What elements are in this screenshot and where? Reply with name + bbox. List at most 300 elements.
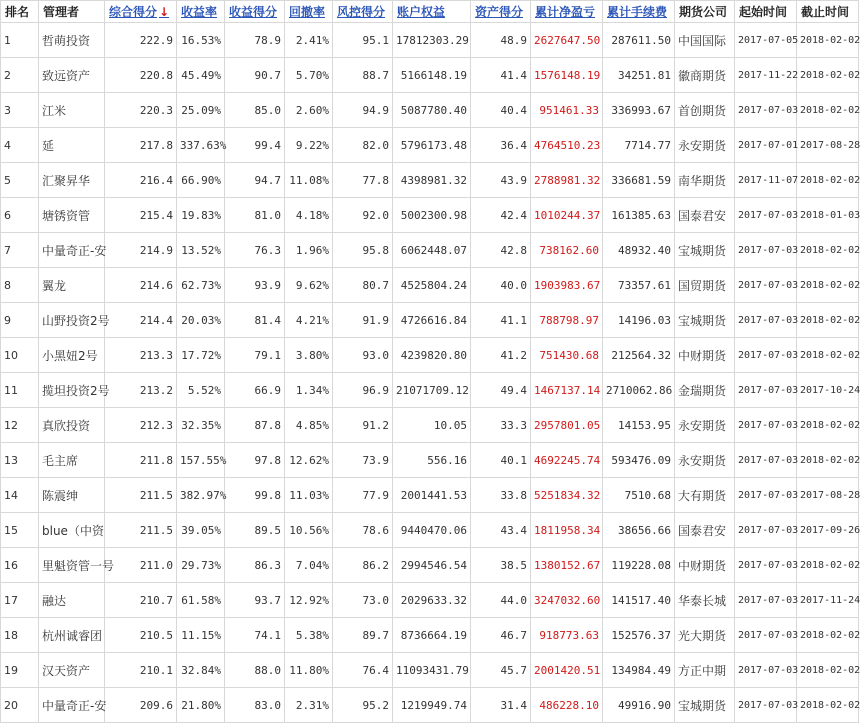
cell-rank: 17 — [1, 583, 39, 618]
cell-rank: 14 — [1, 478, 39, 513]
cell-end-time: 2018-02-02 — [797, 93, 859, 128]
cell-futures-firm: 中财期货 — [675, 338, 735, 373]
cell-start-time: 2017-07-03 — [735, 408, 797, 443]
cell-return-rate: 17.72% — [177, 338, 225, 373]
cell-rank: 10 — [1, 338, 39, 373]
cell-composite: 214.4 — [105, 303, 177, 338]
cell-net-profit: 2627647.50 — [531, 23, 603, 58]
cell-net-profit: 918773.63 — [531, 618, 603, 653]
cell-return-score: 87.8 — [225, 408, 285, 443]
cell-risk-score: 77.8 — [333, 163, 393, 198]
cell-futures-firm: 中国国际 — [675, 23, 735, 58]
header-net-profit[interactable]: 累计净盈亏 — [531, 1, 603, 23]
cell-equity: 2001441.53 — [393, 478, 471, 513]
cell-net-profit: 1811958.34 — [531, 513, 603, 548]
cell-asset-score: 41.2 — [471, 338, 531, 373]
cell-futures-firm: 首创期货 — [675, 93, 735, 128]
cell-end-time: 2018-02-02 — [797, 268, 859, 303]
table-row — [1, 513, 859, 548]
cell-rank: 13 — [1, 443, 39, 478]
cell-asset-score: 33.3 — [471, 408, 531, 443]
cell-return-rate: 66.90% — [177, 163, 225, 198]
cell-futures-firm: 中财期货 — [675, 548, 735, 583]
cell-equity: 2029633.32 — [393, 583, 471, 618]
cell-fees: 34251.81 — [603, 58, 675, 93]
cell-fees: 14153.95 — [603, 408, 675, 443]
cell-net-profit: 951461.33 — [531, 93, 603, 128]
cell-asset-score: 48.9 — [471, 23, 531, 58]
cell-equity: 5002300.98 — [393, 198, 471, 233]
cell-return-score: 93.9 — [225, 268, 285, 303]
table-row — [1, 373, 859, 408]
cell-composite: 210.1 — [105, 653, 177, 688]
cell-manager: 揽坦投资2号 — [39, 373, 105, 408]
cell-drawdown: 11.08% — [285, 163, 333, 198]
cell-net-profit: 738162.60 — [531, 233, 603, 268]
cell-futures-firm: 方正中期 — [675, 653, 735, 688]
cell-fees: 2710062.86 — [603, 373, 675, 408]
cell-start-time: 2017-07-03 — [735, 303, 797, 338]
cell-return-score: 76.3 — [225, 233, 285, 268]
cell-rank: 11 — [1, 373, 39, 408]
cell-fees: 152576.37 — [603, 618, 675, 653]
cell-composite: 215.4 — [105, 198, 177, 233]
cell-fees: 7714.77 — [603, 128, 675, 163]
cell-fees: 287611.50 — [603, 23, 675, 58]
cell-composite: 211.5 — [105, 513, 177, 548]
cell-start-time: 2017-07-03 — [735, 198, 797, 233]
header-manager: 管理者 — [39, 1, 105, 23]
header-futures-firm: 期货公司 — [675, 1, 735, 23]
cell-asset-score: 45.7 — [471, 653, 531, 688]
cell-return-score: 81.0 — [225, 198, 285, 233]
cell-return-rate: 5.52% — [177, 373, 225, 408]
header-equity[interactable]: 账户权益 — [393, 1, 471, 23]
header-end: 截止时间 — [797, 1, 859, 23]
cell-composite: 217.8 — [105, 128, 177, 163]
cell-start-time: 2017-07-03 — [735, 233, 797, 268]
table-row — [1, 128, 859, 163]
cell-net-profit: 2788981.32 — [531, 163, 603, 198]
cell-return-score: 94.7 — [225, 163, 285, 198]
cell-fees: 212564.32 — [603, 338, 675, 373]
cell-manager: 杭州诚睿团 — [39, 618, 105, 653]
cell-rank: 16 — [1, 548, 39, 583]
cell-manager: 山野投资2号 — [39, 303, 105, 338]
cell-composite: 213.2 — [105, 373, 177, 408]
cell-risk-score: 73.9 — [333, 443, 393, 478]
cell-manager: 毛主席 — [39, 443, 105, 478]
cell-drawdown: 11.03% — [285, 478, 333, 513]
cell-drawdown: 2.41% — [285, 23, 333, 58]
table-row — [1, 583, 859, 618]
cell-asset-score: 41.4 — [471, 58, 531, 93]
header-return-rate[interactable]: 收益率 — [177, 1, 225, 23]
cell-net-profit: 2957801.05 — [531, 408, 603, 443]
cell-drawdown: 7.04% — [285, 548, 333, 583]
cell-net-profit: 1010244.37 — [531, 198, 603, 233]
cell-fees: 48932.40 — [603, 233, 675, 268]
cell-return-rate: 29.73% — [177, 548, 225, 583]
cell-manager: 塘锈资管 — [39, 198, 105, 233]
cell-net-profit: 1576148.19 — [531, 58, 603, 93]
cell-net-profit: 1903983.67 — [531, 268, 603, 303]
cell-risk-score: 88.7 — [333, 58, 393, 93]
cell-drawdown: 2.31% — [285, 688, 333, 723]
cell-fees: 119228.08 — [603, 548, 675, 583]
cell-composite: 214.6 — [105, 268, 177, 303]
cell-end-time: 2017-08-28 — [797, 478, 859, 513]
cell-net-profit: 4692245.74 — [531, 443, 603, 478]
cell-rank: 2 — [1, 58, 39, 93]
table-row — [1, 58, 859, 93]
cell-drawdown: 4.21% — [285, 303, 333, 338]
cell-return-rate: 337.63% — [177, 128, 225, 163]
cell-end-time: 2018-02-02 — [797, 58, 859, 93]
cell-return-score: 93.7 — [225, 583, 285, 618]
cell-start-time: 2017-07-05 — [735, 23, 797, 58]
cell-drawdown: 1.34% — [285, 373, 333, 408]
cell-drawdown: 12.92% — [285, 583, 333, 618]
cell-return-rate: 21.80% — [177, 688, 225, 723]
cell-risk-score: 91.2 — [333, 408, 393, 443]
cell-equity: 1219949.74 — [393, 688, 471, 723]
cell-futures-firm: 国泰君安 — [675, 513, 735, 548]
cell-manager: 延 — [39, 128, 105, 163]
cell-net-profit: 2001420.51 — [531, 653, 603, 688]
cell-return-rate: 32.35% — [177, 408, 225, 443]
header-composite-label[interactable]: 综合得分 — [109, 5, 158, 19]
cell-start-time: 2017-11-07 — [735, 163, 797, 198]
cell-risk-score: 86.2 — [333, 548, 393, 583]
cell-drawdown: 5.38% — [285, 618, 333, 653]
cell-manager: 中量奇正-安 — [39, 688, 105, 723]
cell-equity: 10.05 — [393, 408, 471, 443]
cell-start-time: 2017-07-03 — [735, 548, 797, 583]
table-body — [1, 23, 859, 723]
table-row — [1, 408, 859, 443]
cell-rank: 15 — [1, 513, 39, 548]
cell-start-time: 2017-07-03 — [735, 268, 797, 303]
cell-equity: 9440470.06 — [393, 513, 471, 548]
cell-fees: 336993.67 — [603, 93, 675, 128]
cell-net-profit: 1380152.67 — [531, 548, 603, 583]
cell-net-profit: 486228.10 — [531, 688, 603, 723]
cell-composite: 212.3 — [105, 408, 177, 443]
cell-end-time: 2018-02-02 — [797, 443, 859, 478]
cell-drawdown: 9.62% — [285, 268, 333, 303]
cell-rank: 18 — [1, 618, 39, 653]
cell-equity: 17812303.29 — [393, 23, 471, 58]
cell-fees: 73357.61 — [603, 268, 675, 303]
cell-equity: 4525804.24 — [393, 268, 471, 303]
cell-equity: 6062448.07 — [393, 233, 471, 268]
cell-end-time: 2018-01-03 — [797, 198, 859, 233]
cell-asset-score: 33.8 — [471, 478, 531, 513]
cell-net-profit: 3247032.60 — [531, 583, 603, 618]
cell-manager: 小黑妞2号 — [39, 338, 105, 373]
cell-risk-score: 93.0 — [333, 338, 393, 373]
cell-manager: 翼龙 — [39, 268, 105, 303]
cell-return-score: 99.4 — [225, 128, 285, 163]
cell-manager: 融达 — [39, 583, 105, 618]
cell-composite: 211.5 — [105, 478, 177, 513]
cell-manager: 致远资产 — [39, 58, 105, 93]
cell-risk-score: 80.7 — [333, 268, 393, 303]
cell-end-time: 2017-08-28 — [797, 128, 859, 163]
table-row — [1, 23, 859, 58]
cell-start-time: 2017-07-03 — [735, 478, 797, 513]
cell-start-time: 2017-07-03 — [735, 513, 797, 548]
cell-asset-score: 36.4 — [471, 128, 531, 163]
cell-manager: 哲萌投资 — [39, 23, 105, 58]
cell-futures-firm: 宝城期货 — [675, 688, 735, 723]
header-return-score[interactable]: 收益得分 — [225, 1, 285, 23]
cell-return-rate: 157.55% — [177, 443, 225, 478]
cell-return-rate: 61.58% — [177, 583, 225, 618]
cell-fees: 14196.03 — [603, 303, 675, 338]
table-row — [1, 653, 859, 688]
cell-composite: 210.5 — [105, 618, 177, 653]
header-row — [1, 1, 859, 23]
cell-risk-score: 73.0 — [333, 583, 393, 618]
down-arrow-icon: ↓ — [159, 5, 170, 19]
cell-futures-firm: 徽商期货 — [675, 58, 735, 93]
cell-return-score: 86.3 — [225, 548, 285, 583]
cell-end-time: 2018-02-02 — [797, 23, 859, 58]
cell-asset-score: 42.8 — [471, 233, 531, 268]
cell-futures-firm: 南华期货 — [675, 163, 735, 198]
cell-manager: 江米 — [39, 93, 105, 128]
cell-equity: 4239820.80 — [393, 338, 471, 373]
cell-net-profit: 4764510.23 — [531, 128, 603, 163]
cell-rank: 5 — [1, 163, 39, 198]
cell-rank: 9 — [1, 303, 39, 338]
table-row — [1, 548, 859, 583]
cell-end-time: 2018-02-02 — [797, 163, 859, 198]
cell-risk-score: 77.9 — [333, 478, 393, 513]
cell-return-score: 83.0 — [225, 688, 285, 723]
cell-futures-firm: 宝城期货 — [675, 303, 735, 338]
cell-return-rate: 16.53% — [177, 23, 225, 58]
table-row — [1, 443, 859, 478]
cell-end-time: 2018-02-02 — [797, 653, 859, 688]
cell-rank: 3 — [1, 93, 39, 128]
cell-risk-score: 95.8 — [333, 233, 393, 268]
cell-risk-score: 78.6 — [333, 513, 393, 548]
table-row — [1, 688, 859, 723]
cell-return-rate: 20.03% — [177, 303, 225, 338]
cell-return-score: 66.9 — [225, 373, 285, 408]
table-row — [1, 303, 859, 338]
cell-rank: 20 — [1, 688, 39, 723]
cell-start-time: 2017-07-03 — [735, 338, 797, 373]
cell-composite: 220.3 — [105, 93, 177, 128]
cell-fees: 38656.66 — [603, 513, 675, 548]
cell-start-time: 2017-07-03 — [735, 618, 797, 653]
cell-net-profit: 1467137.14 — [531, 373, 603, 408]
cell-return-score: 99.8 — [225, 478, 285, 513]
cell-rank: 6 — [1, 198, 39, 233]
header-start: 起始时间 — [735, 1, 797, 23]
cell-composite: 211.0 — [105, 548, 177, 583]
cell-composite: 222.9 — [105, 23, 177, 58]
cell-end-time: 2018-02-02 — [797, 688, 859, 723]
cell-return-score: 74.1 — [225, 618, 285, 653]
cell-return-score: 89.5 — [225, 513, 285, 548]
cell-composite: 214.9 — [105, 233, 177, 268]
cell-drawdown: 10.56% — [285, 513, 333, 548]
cell-equity: 8736664.19 — [393, 618, 471, 653]
cell-drawdown: 2.60% — [285, 93, 333, 128]
cell-end-time: 2017-10-24 — [797, 373, 859, 408]
cell-asset-score: 43.4 — [471, 513, 531, 548]
cell-composite: 211.8 — [105, 443, 177, 478]
cell-end-time: 2018-02-02 — [797, 338, 859, 373]
cell-start-time: 2017-07-03 — [735, 688, 797, 723]
cell-end-time: 2017-11-24 — [797, 583, 859, 618]
cell-equity: 4726616.84 — [393, 303, 471, 338]
cell-fees: 141517.40 — [603, 583, 675, 618]
cell-equity: 4398981.32 — [393, 163, 471, 198]
table-row — [1, 198, 859, 233]
cell-risk-score: 91.9 — [333, 303, 393, 338]
cell-start-time: 2017-07-01 — [735, 128, 797, 163]
cell-rank: 1 — [1, 23, 39, 58]
cell-rank: 4 — [1, 128, 39, 163]
cell-equity: 2994546.54 — [393, 548, 471, 583]
header-rank: 排名 — [1, 1, 39, 23]
cell-return-rate: 32.84% — [177, 653, 225, 688]
cell-return-score: 88.0 — [225, 653, 285, 688]
cell-asset-score: 40.1 — [471, 443, 531, 478]
header-asset-score[interactable]: 资产得分 — [471, 1, 531, 23]
header-risk-score[interactable]: 风控得分 — [333, 1, 393, 23]
table-row — [1, 268, 859, 303]
header-drawdown[interactable]: 回撤率 — [285, 1, 333, 23]
cell-equity: 21071709.12 — [393, 373, 471, 408]
cell-end-time: 2018-02-02 — [797, 303, 859, 338]
cell-composite: 209.6 — [105, 688, 177, 723]
cell-fees: 161385.63 — [603, 198, 675, 233]
cell-futures-firm: 永安期货 — [675, 128, 735, 163]
cell-return-rate: 39.05% — [177, 513, 225, 548]
cell-asset-score: 41.1 — [471, 303, 531, 338]
cell-asset-score: 49.4 — [471, 373, 531, 408]
cell-return-score: 85.0 — [225, 93, 285, 128]
cell-drawdown: 4.85% — [285, 408, 333, 443]
cell-risk-score: 94.9 — [333, 93, 393, 128]
cell-equity: 5087780.40 — [393, 93, 471, 128]
cell-asset-score: 31.4 — [471, 688, 531, 723]
cell-rank: 12 — [1, 408, 39, 443]
cell-futures-firm: 光大期货 — [675, 618, 735, 653]
cell-asset-score: 46.7 — [471, 618, 531, 653]
header-fees[interactable]: 累计手续费 — [603, 1, 675, 23]
cell-start-time: 2017-07-03 — [735, 653, 797, 688]
cell-drawdown: 12.62% — [285, 443, 333, 478]
cell-end-time: 2018-02-02 — [797, 408, 859, 443]
cell-end-time: 2018-02-02 — [797, 548, 859, 583]
cell-fees: 134984.49 — [603, 653, 675, 688]
cell-net-profit: 751430.68 — [531, 338, 603, 373]
table-row — [1, 93, 859, 128]
cell-composite: 220.8 — [105, 58, 177, 93]
table-row — [1, 233, 859, 268]
cell-rank: 8 — [1, 268, 39, 303]
cell-risk-score: 89.7 — [333, 618, 393, 653]
cell-return-rate: 45.49% — [177, 58, 225, 93]
cell-risk-score: 92.0 — [333, 198, 393, 233]
cell-risk-score: 96.9 — [333, 373, 393, 408]
cell-futures-firm: 宝城期货 — [675, 233, 735, 268]
cell-futures-firm: 大有期货 — [675, 478, 735, 513]
cell-drawdown: 11.80% — [285, 653, 333, 688]
cell-equity: 5166148.19 — [393, 58, 471, 93]
cell-futures-firm: 国泰君安 — [675, 198, 735, 233]
cell-risk-score: 95.1 — [333, 23, 393, 58]
header-composite-sort[interactable] — [105, 1, 177, 23]
cell-risk-score: 76.4 — [333, 653, 393, 688]
cell-manager: 里魁资管一号 — [39, 548, 105, 583]
cell-return-score: 81.4 — [225, 303, 285, 338]
cell-return-rate: 62.73% — [177, 268, 225, 303]
cell-futures-firm: 永安期货 — [675, 443, 735, 478]
cell-manager: 汉天资产 — [39, 653, 105, 688]
table-row — [1, 163, 859, 198]
cell-manager: 真欣投资 — [39, 408, 105, 443]
cell-return-rate: 13.52% — [177, 233, 225, 268]
cell-fees: 593476.09 — [603, 443, 675, 478]
cell-end-time: 2018-02-02 — [797, 618, 859, 653]
cell-manager: 汇聚昇华 — [39, 163, 105, 198]
cell-fees: 336681.59 — [603, 163, 675, 198]
cell-drawdown: 9.22% — [285, 128, 333, 163]
cell-equity: 11093431.79 — [393, 653, 471, 688]
cell-equity: 5796173.48 — [393, 128, 471, 163]
cell-asset-score: 43.9 — [471, 163, 531, 198]
cell-rank: 19 — [1, 653, 39, 688]
cell-fees: 7510.68 — [603, 478, 675, 513]
cell-return-score: 90.7 — [225, 58, 285, 93]
cell-manager: 中量奇正-安 — [39, 233, 105, 268]
cell-futures-firm: 国贸期货 — [675, 268, 735, 303]
cell-return-score: 97.8 — [225, 443, 285, 478]
cell-start-time: 2017-07-03 — [735, 443, 797, 478]
table-row — [1, 478, 859, 513]
cell-end-time: 2018-02-02 — [797, 233, 859, 268]
cell-futures-firm: 金瑞期货 — [675, 373, 735, 408]
cell-start-time: 2017-07-03 — [735, 583, 797, 618]
cell-composite: 213.3 — [105, 338, 177, 373]
cell-manager: blue（中资 — [39, 513, 105, 548]
cell-composite: 210.7 — [105, 583, 177, 618]
cell-asset-score: 40.4 — [471, 93, 531, 128]
cell-equity: 556.16 — [393, 443, 471, 478]
cell-end-time: 2017-09-26 — [797, 513, 859, 548]
cell-asset-score: 40.0 — [471, 268, 531, 303]
cell-futures-firm: 永安期货 — [675, 408, 735, 443]
cell-drawdown: 4.18% — [285, 198, 333, 233]
cell-asset-score: 42.4 — [471, 198, 531, 233]
table-row — [1, 338, 859, 373]
cell-net-profit: 5251834.32 — [531, 478, 603, 513]
cell-return-rate: 19.83% — [177, 198, 225, 233]
cell-drawdown: 5.70% — [285, 58, 333, 93]
cell-fees: 49916.90 — [603, 688, 675, 723]
cell-futures-firm: 华泰长城 — [675, 583, 735, 618]
cell-asset-score: 44.0 — [471, 583, 531, 618]
